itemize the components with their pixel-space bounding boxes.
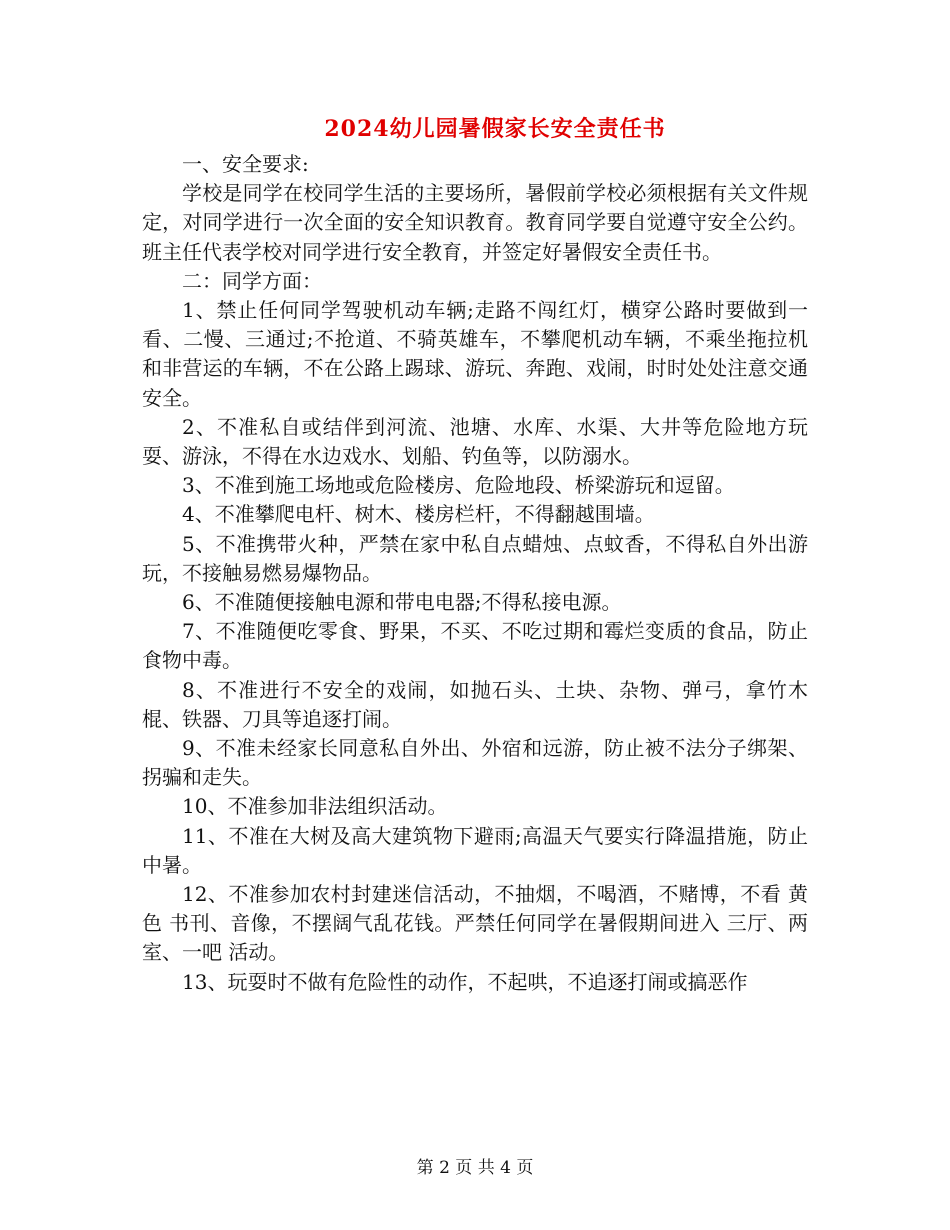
document-title: 2024幼儿园暑假家长安全责任书 bbox=[324, 116, 666, 142]
rule-item-4: 4、不准攀爬电杆、树木、楼房栏杆，不得翻越围墙。 bbox=[182, 502, 655, 527]
document-body bbox=[142, 150, 808, 997]
rule-item-6: 6、不准随便接触电源和带电电器;不得私接电源。 bbox=[182, 590, 622, 615]
rule-item-5: 5、不准携带火种，严禁在家中私自点蜡烛、点蚊香，不得私自外出游玩，不接触易燃易爆物品。 bbox=[142, 531, 808, 585]
rule-item-12: 12、不准参加农村封建迷信活动，不抽烟，不喝酒，不赌博，不看 黄色 书刊、音像，不摆阔气乱花钱。严禁任何同学在暑假期间进入 三厅、两室、一吧 活动。 bbox=[142, 882, 808, 965]
rule-item-13: 13、玩耍时不做有危险性的动作，不起哄，不追逐打闹或搞恶作 bbox=[182, 969, 748, 994]
rule-item-7: 7、不准随便吃零食、野果，不买、不吃过期和霉烂变质的食品，防止食物中毒。 bbox=[142, 619, 808, 673]
section-heading-students: 二：同学方面： bbox=[182, 268, 322, 293]
rule-item-8: 8、不准进行不安全的戏闹，如抛石头、土块、杂物、弹弓，拿竹木棍、铁器、刀具等追逐打闹。 bbox=[142, 677, 808, 731]
rule-item-2: 2、不准私自或结伴到河流、池塘、水库、水渠、大井等危险地方玩耍、游泳，不得在水边戏水、划船、钓鱼等，以防溺水。 bbox=[142, 414, 808, 469]
page-footer: 第 2 页 共 4 页 bbox=[416, 1158, 534, 1178]
paragraph-school-responsibility: 学校是同学在校同学生活的主要场所，暑假前学校必须根据有关文件规定，对同学进行一次全面的安全知识教育。教育同学要自觉遵守安全公约。班主任代表学校对同学进行安全教育，并签定好暑假安全责任书。 bbox=[142, 181, 808, 264]
rule-item-10: 10、不准参加非法组织活动。 bbox=[182, 794, 448, 819]
rule-item-3: 3、不准到施工场地或危险楼房、危险地段、桥梁游玩和逗留。 bbox=[182, 473, 735, 498]
rule-item-11: 11、不准在大树及高大建筑物下避雨;高温天气要实行降温措施，防止中暑。 bbox=[142, 823, 808, 877]
section-heading-safety-requirements: 一、安全要求: bbox=[182, 152, 309, 176]
rule-item-9: 9、不准未经家长同意私自外出、外宿和远游，防止被不法分子绑架、拐骗和走失。 bbox=[142, 736, 808, 790]
rule-item-1: 1、禁止任何同学驾驶机动车辆;走路不闯红灯，横穿公路时要做到一看、二慢、三通过;不抢道、不骑英雄车，不攀爬机动车辆，不乘坐拖拉机和非营运的车辆，不在公路上踢球、游玩、奔跑、戏闹，时时处处注意交通安全。 bbox=[142, 298, 808, 410]
